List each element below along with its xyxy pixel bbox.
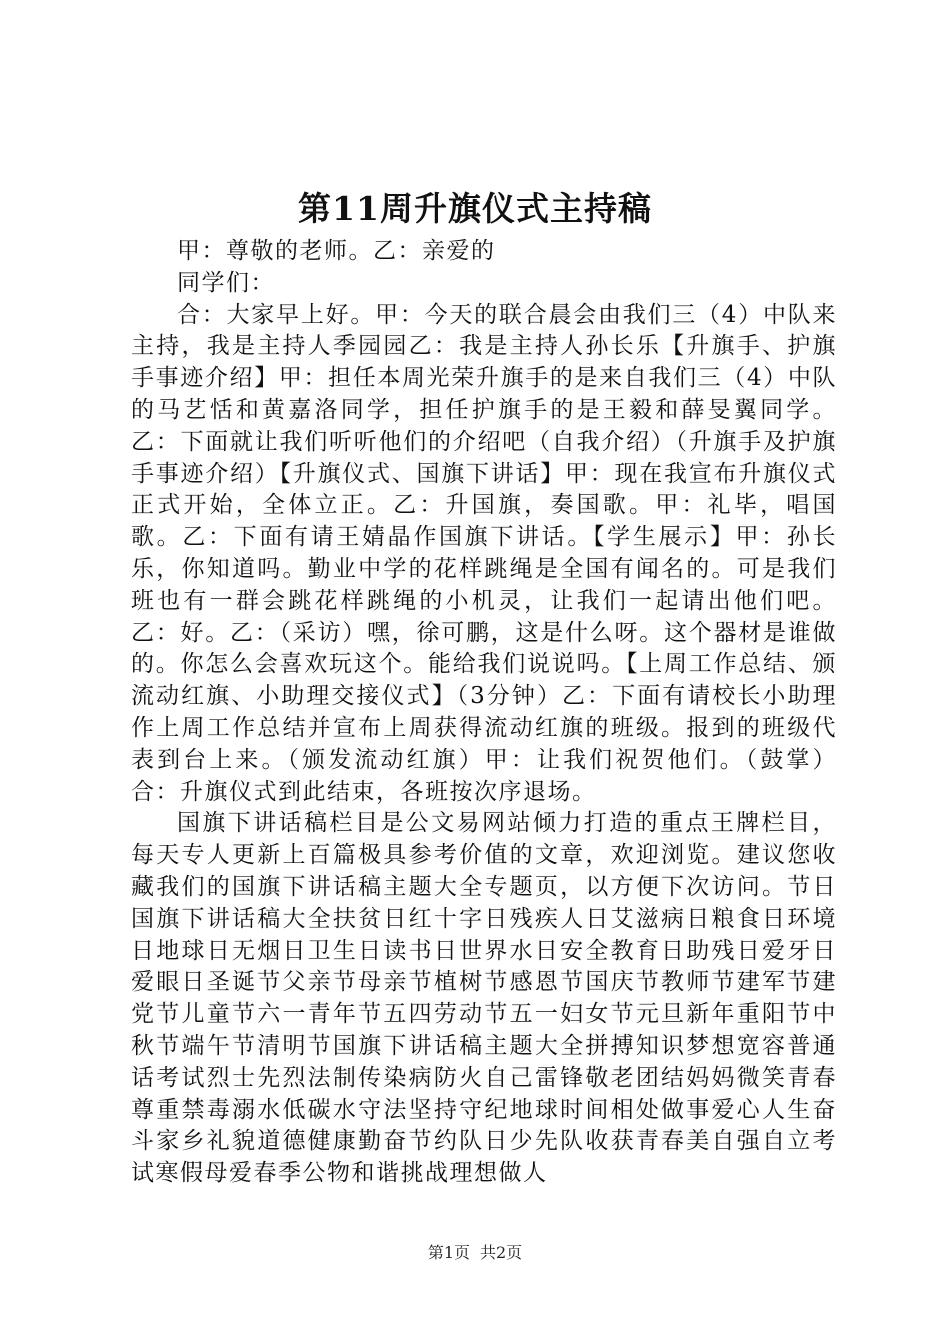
page-total: 共2页 — [480, 1243, 523, 1262]
paragraph-column-intro: 国旗下讲话稿栏目是公文易网站倾力打造的重点王牌栏目，每天专人更新上百篇极具参考价值的文章，欢迎浏览。建议您收藏我们的国旗下讲话稿主题大全专题页，以方便下次访问。节日国旗下讲话稿大全扶贫日红十字日残疾人日艾滋病日粮食日环境日地球日无烟日卫生日读书日世界水日安全教育日助残日爱牙日爱眼日圣诞节父亲节母亲节植树节感恩节国庆节教师节建军节建党节儿童节六一青年节五四劳动节五一妇女节元旦新年重阳节中秋节端午节清明节国旗下讲话稿主题大全拼搏知识梦想宽容普通话考试烈士先烈法制传染病防火自己雷锋敬老团结妈妈微笑青春尊重禁毒溺水低碳水守法坚持守纪地球时间相处做事爱心人生奋斗家乡礼貌道德健康勤奋节约队日少先队收获青春美自强自立考试寒假母爱春季公物和谐挑战理想做人 — [131, 810, 837, 1187]
paragraph-script: 合：大家早上好。甲：今天的联合晨会由我们三（4）中队来主持，我是主持人季园园乙：我是主持人孙长乐【升旗手、护旗手事迹介绍】甲：担任本周光荣升旗手的是来自我们三（4）中队的马艺恬和黄嘉洛同学，担任护旗手的是王毅和薛旻翼同学。乙：下面就让我们听听他们的介绍吧（自我介绍）（升旗手及护旗手事迹介绍）【升旗仪式、国旗下讲话】甲：现在我宣布升旗仪式正式开始，全体立正。乙：升国旗，奏国歌。甲：礼毕，唱国歌。乙：下面有请王婧晶作国旗下讲话。【学生展示】甲：孙长乐，你知道吗。勤业中学的花样跳绳是全国有闻名的。可是我们班也有一群会跳花样跳绳的小机灵，让我们一起请出他们吧。乙：好。乙：（采访）嘿，徐可鹏，这是什么呀。这个器材是谁做的。你怎么会喜欢玩这个。能给我们说说吗。【上周工作总结、颁流动红旗、小助理交接仪式】（3分钟）乙：下面有请校长小助理作上周工作总结并宣布上周获得流动红旗的班级。报到的班级代表到台上来。（颁发流动红旗）甲：让我们祝贺他们。（鼓掌）合：升旗仪式到此结束，各班按次序退场。 — [131, 301, 837, 805]
paragraph-greeting: 甲：尊敬的老师。乙：亲爱的 — [177, 238, 496, 264]
page-footer — [0, 1242, 950, 1264]
document-title: 第11周升旗仪式主持稿 — [298, 189, 652, 228]
page-number: 第1页 — [427, 1243, 470, 1262]
document-body — [131, 236, 837, 1190]
paragraph-greeting-continued: 同学们： — [177, 269, 275, 296]
